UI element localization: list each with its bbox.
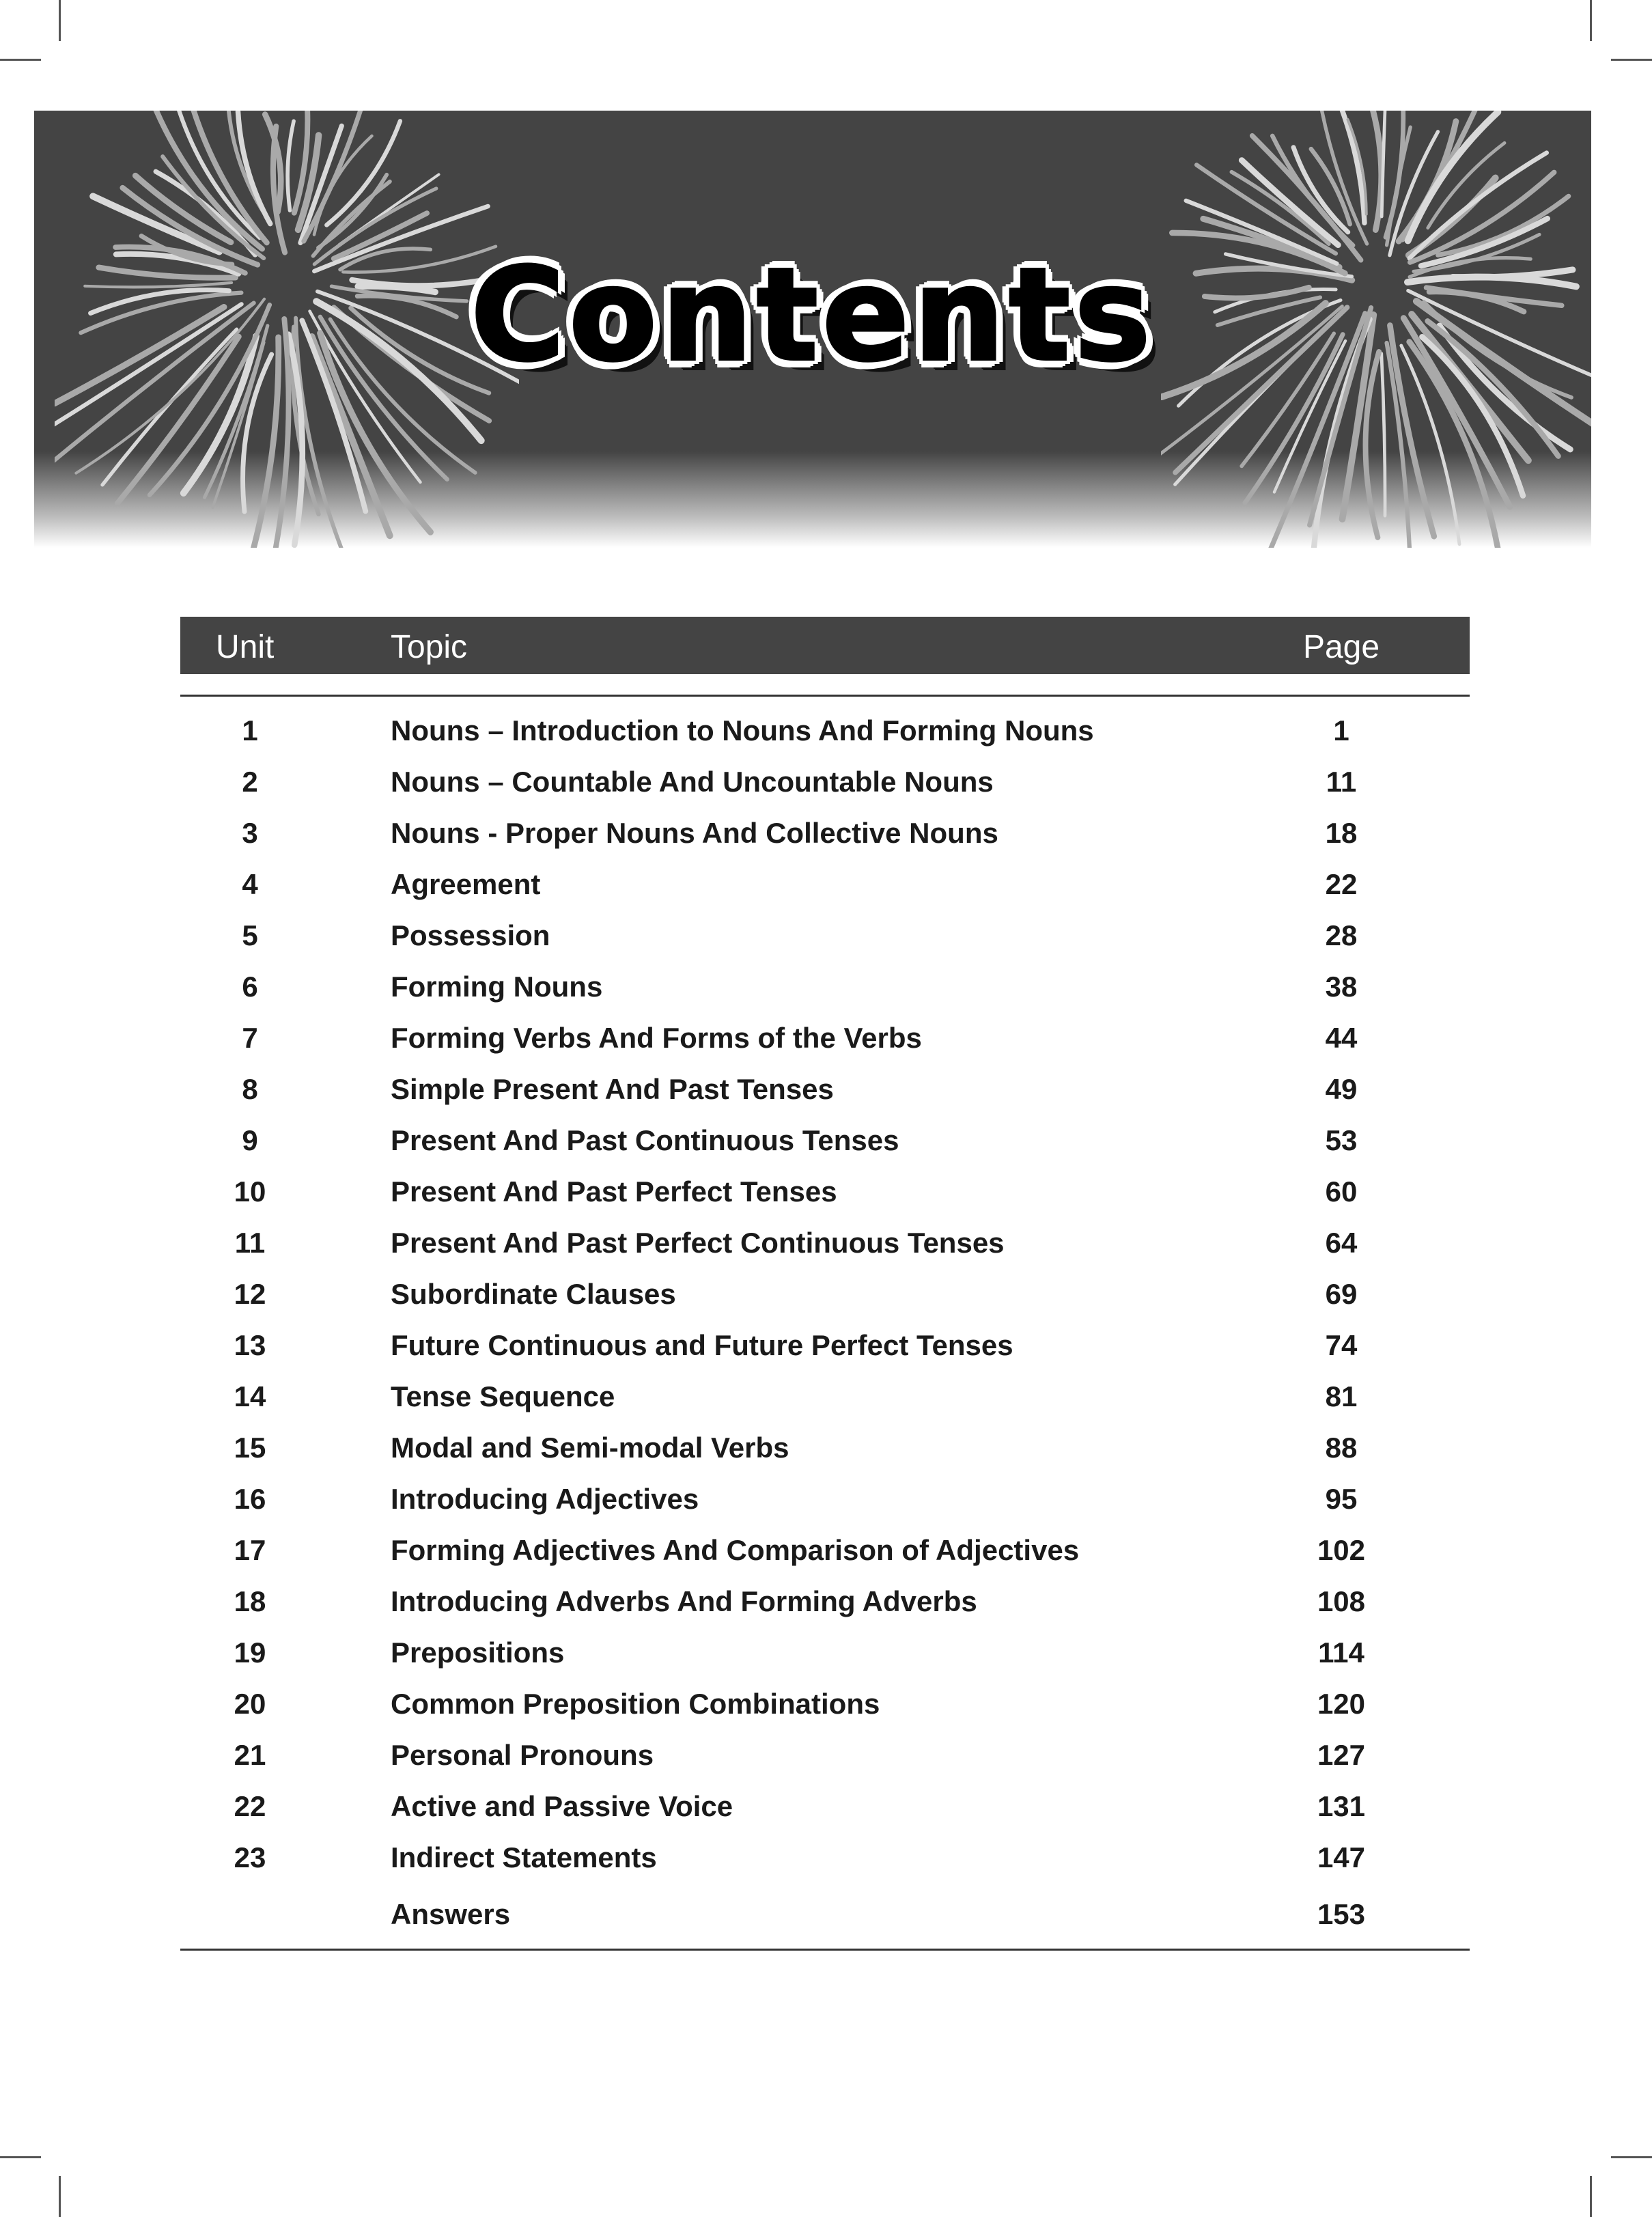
row-page: 108 <box>1317 1585 1366 1617</box>
row-page: 95 <box>1325 1483 1358 1515</box>
row-unit: 9 <box>242 1124 258 1156</box>
row-unit: 5 <box>242 919 258 951</box>
crop-mark <box>1590 0 1592 41</box>
row-unit: 3 <box>242 817 258 849</box>
page-title: Contents <box>471 240 1155 390</box>
row-page: 11 <box>1326 766 1357 798</box>
row-topic: Indirect Statements <box>391 1841 657 1873</box>
row-unit: 8 <box>242 1073 258 1105</box>
row-page: 44 <box>1325 1022 1358 1054</box>
row-topic: Present And Past Perfect Continuous Tenses <box>391 1227 1005 1259</box>
row-page: 22 <box>1325 868 1358 900</box>
crop-mark <box>1590 2176 1592 2217</box>
row-unit: 11 <box>234 1227 266 1259</box>
row-topic: Tense Sequence <box>391 1380 615 1412</box>
row-page: 120 <box>1317 1688 1366 1720</box>
row-page: 28 <box>1325 919 1358 951</box>
table-row <box>180 1073 1470 1114</box>
row-unit: 2 <box>242 766 258 798</box>
row-unit: 15 <box>234 1432 266 1464</box>
row-page: 147 <box>1317 1841 1366 1873</box>
crop-mark <box>0 59 41 61</box>
header-topic: Topic <box>391 629 468 665</box>
table-header <box>180 617 1470 674</box>
row-topic: Forming Nouns <box>391 971 603 1003</box>
row-topic: Common Preposition Combinations <box>391 1688 880 1720</box>
row-unit: 17 <box>234 1534 266 1566</box>
row-topic: Forming Adjectives And Comparison of Adjectives <box>391 1534 1080 1566</box>
crop-mark <box>0 2156 41 2158</box>
table-row <box>180 1841 1470 1882</box>
row-page: 88 <box>1325 1432 1358 1464</box>
row-page: 102 <box>1317 1534 1366 1566</box>
row-page: 49 <box>1325 1073 1358 1105</box>
table-row <box>180 1329 1470 1370</box>
table-row <box>180 1124 1470 1165</box>
table-row <box>180 1739 1470 1780</box>
row-page: 38 <box>1325 971 1358 1003</box>
row-topic: Introducing Adjectives <box>391 1483 699 1515</box>
header-page: Page <box>1302 629 1380 665</box>
row-page: 153 <box>1317 1898 1366 1930</box>
row-topic: Nouns - Proper Nouns And Collective Nouns <box>391 817 998 849</box>
row-page: 74 <box>1325 1329 1358 1361</box>
row-topic: Simple Present And Past Tenses <box>391 1073 834 1105</box>
row-topic: Subordinate Clauses <box>391 1278 676 1310</box>
table-row <box>180 1688 1470 1729</box>
crop-mark <box>59 2176 61 2217</box>
row-unit: 16 <box>234 1483 266 1515</box>
table-row <box>180 1585 1470 1626</box>
row-unit: 23 <box>234 1841 266 1873</box>
header-rule <box>180 695 1470 697</box>
row-unit: 14 <box>234 1380 266 1412</box>
table-row <box>180 919 1470 960</box>
row-page: 81 <box>1325 1380 1358 1412</box>
row-unit: 19 <box>234 1636 266 1669</box>
row-topic: Prepositions <box>391 1636 565 1669</box>
row-page: 53 <box>1325 1124 1358 1156</box>
table-row <box>180 1278 1470 1319</box>
table-row <box>180 766 1470 807</box>
row-topic: Nouns – Introduction to Nouns And Forming Nouns <box>391 714 1094 747</box>
row-page: 131 <box>1317 1790 1366 1822</box>
row-topic: Nouns – Countable And Uncountable Nouns <box>391 766 994 798</box>
row-topic: Answers <box>391 1898 511 1930</box>
row-page: 18 <box>1325 817 1358 849</box>
row-topic: Present And Past Perfect Tenses <box>391 1175 837 1208</box>
table-row <box>180 868 1470 909</box>
table-row <box>180 1432 1470 1473</box>
row-unit: 18 <box>234 1585 266 1617</box>
firework-streak <box>1382 111 1386 217</box>
firework-streak <box>288 121 294 210</box>
footer-rule <box>180 1949 1470 1951</box>
row-unit: 21 <box>234 1739 266 1771</box>
contents-banner <box>34 111 1591 548</box>
row-page: 127 <box>1317 1739 1366 1771</box>
row-topic: Active and Passive Voice <box>391 1790 733 1822</box>
crop-mark <box>1611 2156 1652 2158</box>
row-unit: 12 <box>234 1278 266 1310</box>
row-page: 60 <box>1325 1175 1358 1208</box>
crop-mark <box>1611 59 1652 61</box>
row-unit: 20 <box>234 1688 266 1720</box>
row-unit: 6 <box>242 971 258 1003</box>
row-page: 114 <box>1318 1636 1364 1669</box>
row-topic: Possession <box>391 919 550 951</box>
row-topic: Future Continuous and Future Perfect Tenses <box>391 1329 1013 1361</box>
table-row <box>180 1636 1470 1677</box>
row-topic: Present And Past Continuous Tenses <box>391 1124 899 1156</box>
table-row <box>180 971 1470 1012</box>
row-unit: 7 <box>242 1022 258 1054</box>
crop-mark <box>59 0 61 41</box>
table-row <box>180 1380 1470 1421</box>
row-unit: 13 <box>234 1329 266 1361</box>
header-unit: Unit <box>216 629 275 665</box>
row-unit: 22 <box>234 1790 266 1822</box>
row-topic: Agreement <box>391 868 541 900</box>
table-row <box>180 1483 1470 1524</box>
table-row <box>180 1898 1470 1939</box>
row-topic: Introducing Adverbs And Forming Adverbs <box>391 1585 977 1617</box>
table-row <box>180 1175 1470 1216</box>
table-row <box>180 1534 1470 1575</box>
table-row <box>180 1227 1470 1268</box>
row-page: 64 <box>1325 1227 1358 1259</box>
row-topic: Personal Pronouns <box>391 1739 654 1771</box>
row-unit: 10 <box>234 1175 266 1208</box>
row-page: 69 <box>1325 1278 1358 1310</box>
row-topic: Modal and Semi-modal Verbs <box>391 1432 789 1464</box>
table-row <box>180 714 1470 755</box>
row-topic: Forming Verbs And Forms of the Verbs <box>391 1022 922 1054</box>
row-unit: 4 <box>242 868 258 900</box>
table-row <box>180 817 1470 858</box>
row-unit: 1 <box>242 714 258 747</box>
table-row <box>180 1790 1470 1831</box>
table-row <box>180 1022 1470 1063</box>
row-page: 1 <box>1333 714 1349 747</box>
